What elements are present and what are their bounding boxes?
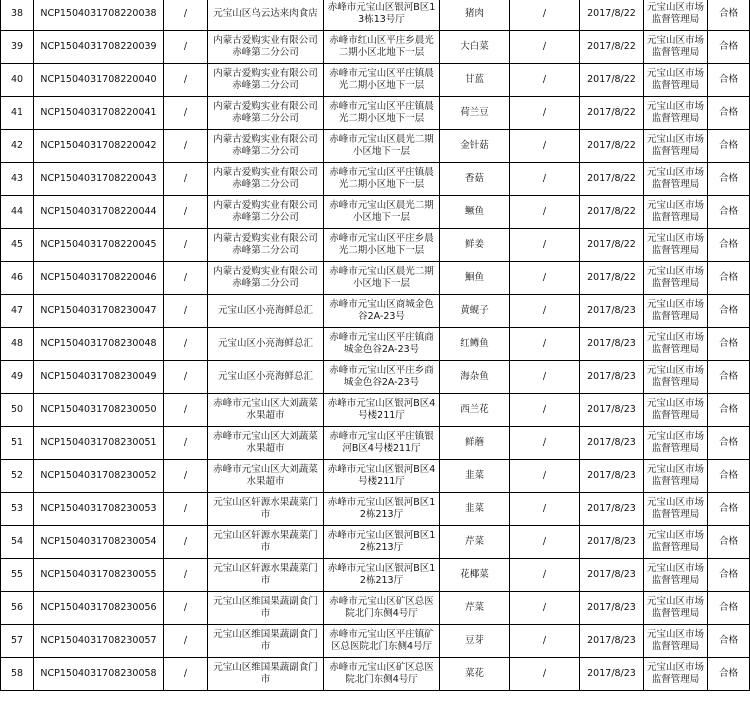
- manufacturer-name-cell: /: [164, 658, 208, 691]
- product-name-cell: 甘蓝: [440, 64, 510, 97]
- sample-code-cell: NCP1504031708230047: [34, 295, 164, 328]
- sample-code-cell: NCP1504031708230057: [34, 625, 164, 658]
- product-name-cell: 香菇: [440, 163, 510, 196]
- row-number-cell: 44: [1, 196, 34, 229]
- manufacturer-name-cell: /: [164, 229, 208, 262]
- inspection-result-cell: 合格: [708, 394, 750, 427]
- seller-name-cell: 元宝山区轩源水果蔬菜门市: [208, 559, 324, 592]
- row-number-cell: 57: [1, 625, 34, 658]
- product-name-cell: 韭菜: [440, 493, 510, 526]
- sample-code-cell: NCP1504031708220039: [34, 31, 164, 64]
- specification-cell: /: [510, 394, 580, 427]
- specification-cell: /: [510, 196, 580, 229]
- manufacturer-name-cell: /: [164, 328, 208, 361]
- supervising-agency-cell: 元宝山区市场监督管理局: [644, 130, 708, 163]
- inspection-result-cell: 合格: [708, 625, 750, 658]
- seller-address-cell: 赤峰市元宝山区银河B区13栋13号厅: [324, 0, 440, 31]
- manufacturer-name-cell: /: [164, 0, 208, 31]
- supervising-agency-cell: 元宝山区市场监督管理局: [644, 394, 708, 427]
- table-row: [1, 64, 750, 97]
- supervising-agency-cell: 元宝山区市场监督管理局: [644, 0, 708, 31]
- inspection-result-cell: 合格: [708, 229, 750, 262]
- seller-address-cell: 赤峰市元宝山区银河B区12栋213厅: [324, 526, 440, 559]
- sampling-date-cell: 2017/8/23: [580, 658, 644, 691]
- seller-name-cell: 元宝山区小亮海鲜总汇: [208, 361, 324, 394]
- product-name-cell: 豆芽: [440, 625, 510, 658]
- sample-code-cell: NCP1504031708220046: [34, 262, 164, 295]
- seller-address-cell: 赤峰市元宝山区平庄镇商城金色谷2A-23号: [324, 328, 440, 361]
- table-row: [1, 493, 750, 526]
- sampling-date-cell: 2017/8/23: [580, 559, 644, 592]
- manufacturer-name-cell: /: [164, 64, 208, 97]
- inspection-result-cell: 合格: [708, 361, 750, 394]
- sampling-date-cell: 2017/8/23: [580, 295, 644, 328]
- table-row: [1, 31, 750, 64]
- supervising-agency-cell: 元宝山区市场监督管理局: [644, 460, 708, 493]
- product-name-cell: 韭菜: [440, 460, 510, 493]
- supervising-agency-cell: 元宝山区市场监督管理局: [644, 427, 708, 460]
- sample-code-cell: NCP1504031708230053: [34, 493, 164, 526]
- sampling-date-cell: 2017/8/23: [580, 394, 644, 427]
- inspection-result-cell: 合格: [708, 31, 750, 64]
- sample-code-cell: NCP1504031708230055: [34, 559, 164, 592]
- supervising-agency-cell: 元宝山区市场监督管理局: [644, 559, 708, 592]
- inspection-result-cell: 合格: [708, 658, 750, 691]
- inspection-result-cell: 合格: [708, 559, 750, 592]
- table-row: [1, 361, 750, 394]
- sampling-date-cell: 2017/8/22: [580, 196, 644, 229]
- supervising-agency-cell: 元宝山区市场监督管理局: [644, 31, 708, 64]
- manufacturer-name-cell: /: [164, 427, 208, 460]
- sampling-date-cell: 2017/8/23: [580, 460, 644, 493]
- supervising-agency-cell: 元宝山区市场监督管理局: [644, 361, 708, 394]
- seller-name-cell: 元宝山区维国果蔬副食门市: [208, 625, 324, 658]
- manufacturer-name-cell: /: [164, 625, 208, 658]
- inspection-result-cell: 合格: [708, 262, 750, 295]
- sampling-date-cell: 2017/8/23: [580, 625, 644, 658]
- seller-name-cell: 赤峰市元宝山区大刘蔬菜水果超市: [208, 427, 324, 460]
- seller-address-cell: 赤峰市元宝山区银河B区4号楼211厅: [324, 394, 440, 427]
- row-number-cell: 52: [1, 460, 34, 493]
- seller-address-cell: 赤峰市元宝山区平庄镇晨光二期小区地下一层: [324, 97, 440, 130]
- seller-address-cell: 赤峰市元宝山区银河B区12栋213厅: [324, 559, 440, 592]
- supervising-agency-cell: 元宝山区市场监督管理局: [644, 64, 708, 97]
- sample-code-cell: NCP1504031708220044: [34, 196, 164, 229]
- inspection-result-cell: 合格: [708, 526, 750, 559]
- table-row: [1, 559, 750, 592]
- row-number-cell: 42: [1, 130, 34, 163]
- seller-name-cell: 内蒙古爱购实业有限公司赤峰第二分公司: [208, 130, 324, 163]
- seller-address-cell: 赤峰市元宝山区晨光二期小区地下一层: [324, 262, 440, 295]
- specification-cell: /: [510, 97, 580, 130]
- sample-code-cell: NCP1504031708220040: [34, 64, 164, 97]
- supervising-agency-cell: 元宝山区市场监督管理局: [644, 526, 708, 559]
- manufacturer-name-cell: /: [164, 130, 208, 163]
- seller-name-cell: 内蒙古爱购实业有限公司赤峰第二分公司: [208, 262, 324, 295]
- row-number-cell: 45: [1, 229, 34, 262]
- sample-code-cell: NCP1504031708220041: [34, 97, 164, 130]
- sample-code-cell: NCP1504031708220043: [34, 163, 164, 196]
- row-number-cell: 54: [1, 526, 34, 559]
- product-name-cell: 鳜鱼: [440, 196, 510, 229]
- product-name-cell: 鲜姜: [440, 229, 510, 262]
- specification-cell: /: [510, 31, 580, 64]
- seller-name-cell: 元宝山区轩源水果蔬菜门市: [208, 493, 324, 526]
- row-number-cell: 56: [1, 592, 34, 625]
- sampling-date-cell: 2017/8/23: [580, 526, 644, 559]
- sample-code-cell: NCP1504031708230049: [34, 361, 164, 394]
- row-number-cell: 53: [1, 493, 34, 526]
- seller-address-cell: 赤峰市元宝山区平庄镇矿区总医院北门东侧4号厅: [324, 625, 440, 658]
- row-number-cell: 50: [1, 394, 34, 427]
- product-name-cell: 花椰菜: [440, 559, 510, 592]
- inspection-result-cell: 合格: [708, 295, 750, 328]
- inspection-result-cell: 合格: [708, 328, 750, 361]
- seller-name-cell: 内蒙古爱购实业有限公司赤峰第二分公司: [208, 229, 324, 262]
- inspection-result-cell: 合格: [708, 97, 750, 130]
- seller-address-cell: 赤峰市元宝山区晨光二期小区地下一层: [324, 196, 440, 229]
- supervising-agency-cell: 元宝山区市场监督管理局: [644, 229, 708, 262]
- specification-cell: /: [510, 592, 580, 625]
- row-number-cell: 43: [1, 163, 34, 196]
- product-name-cell: 芹菜: [440, 526, 510, 559]
- sampling-date-cell: 2017/8/23: [580, 493, 644, 526]
- specification-cell: /: [510, 163, 580, 196]
- inspection-result-cell: 合格: [708, 0, 750, 31]
- product-name-cell: 芹菜: [440, 592, 510, 625]
- table-row: [1, 0, 750, 31]
- seller-name-cell: 内蒙古爱购实业有限公司赤峰第二分公司: [208, 163, 324, 196]
- specification-cell: /: [510, 625, 580, 658]
- seller-address-cell: 赤峰市元宝山区平庄镇银河B区4号楼211厅: [324, 427, 440, 460]
- seller-address-cell: 赤峰市元宝山区矿区总医院北门东侧4号厅: [324, 592, 440, 625]
- row-number-cell: 51: [1, 427, 34, 460]
- seller-address-cell: 赤峰市红山区平庄乡晨光二期小区北地下一层: [324, 31, 440, 64]
- seller-address-cell: 赤峰市元宝山区平庄乡商城金色谷2A-23号: [324, 361, 440, 394]
- sample-code-cell: NCP1504031708230052: [34, 460, 164, 493]
- sampling-date-cell: 2017/8/22: [580, 31, 644, 64]
- sample-code-cell: NCP1504031708220038: [34, 0, 164, 31]
- supervising-agency-cell: 元宝山区市场监督管理局: [644, 262, 708, 295]
- product-name-cell: 西兰花: [440, 394, 510, 427]
- seller-name-cell: 元宝山区轩源水果蔬菜门市: [208, 526, 324, 559]
- seller-address-cell: 赤峰市元宝山区晨光二期小区地下一层: [324, 130, 440, 163]
- inspection-result-cell: 合格: [708, 130, 750, 163]
- manufacturer-name-cell: /: [164, 262, 208, 295]
- row-number-cell: 47: [1, 295, 34, 328]
- row-number-cell: 46: [1, 262, 34, 295]
- table-row: [1, 658, 750, 691]
- seller-name-cell: 元宝山区小亮海鲜总汇: [208, 328, 324, 361]
- product-name-cell: 大白菜: [440, 31, 510, 64]
- sample-code-cell: NCP1504031708220045: [34, 229, 164, 262]
- product-name-cell: 鮰鱼: [440, 262, 510, 295]
- supervising-agency-cell: 元宝山区市场监督管理局: [644, 328, 708, 361]
- specification-cell: /: [510, 658, 580, 691]
- specification-cell: /: [510, 493, 580, 526]
- table-row: [1, 130, 750, 163]
- seller-name-cell: 元宝山区维国果蔬副食门市: [208, 658, 324, 691]
- seller-name-cell: 内蒙古爱购实业有限公司赤峰第二分公司: [208, 97, 324, 130]
- seller-name-cell: 内蒙古爱购实业有限公司赤峰第二分公司: [208, 31, 324, 64]
- table-row: [1, 229, 750, 262]
- seller-address-cell: 赤峰市元宝山区商城金色谷2A-23号: [324, 295, 440, 328]
- specification-cell: /: [510, 0, 580, 31]
- manufacturer-name-cell: /: [164, 295, 208, 328]
- row-number-cell: 55: [1, 559, 34, 592]
- sampling-date-cell: 2017/8/23: [580, 427, 644, 460]
- product-name-cell: 猪肉: [440, 0, 510, 31]
- seller-name-cell: 元宝山区乌云达来肉食店: [208, 0, 324, 31]
- sampling-date-cell: 2017/8/22: [580, 262, 644, 295]
- seller-name-cell: 赤峰市元宝山区大刘蔬菜水果超市: [208, 394, 324, 427]
- table-row: [1, 262, 750, 295]
- row-number-cell: 41: [1, 97, 34, 130]
- product-name-cell: 金针菇: [440, 130, 510, 163]
- seller-name-cell: 元宝山区维国果蔬副食门市: [208, 592, 324, 625]
- sample-code-cell: NCP1504031708220042: [34, 130, 164, 163]
- sampling-date-cell: 2017/8/22: [580, 97, 644, 130]
- sample-code-cell: NCP1504031708230051: [34, 427, 164, 460]
- row-number-cell: 40: [1, 64, 34, 97]
- product-name-cell: 海杂鱼: [440, 361, 510, 394]
- manufacturer-name-cell: /: [164, 361, 208, 394]
- supervising-agency-cell: 元宝山区市场监督管理局: [644, 97, 708, 130]
- supervising-agency-cell: 元宝山区市场监督管理局: [644, 295, 708, 328]
- row-number-cell: 48: [1, 328, 34, 361]
- manufacturer-name-cell: /: [164, 97, 208, 130]
- specification-cell: /: [510, 295, 580, 328]
- inspection-result-cell: 合格: [708, 427, 750, 460]
- product-name-cell: 菜花: [440, 658, 510, 691]
- seller-name-cell: 赤峰市元宝山区大刘蔬菜水果超市: [208, 460, 324, 493]
- seller-address-cell: 赤峰市元宝山区银河B区12栋213厅: [324, 493, 440, 526]
- specification-cell: /: [510, 130, 580, 163]
- manufacturer-name-cell: /: [164, 31, 208, 64]
- specification-cell: /: [510, 526, 580, 559]
- supervising-agency-cell: 元宝山区市场监督管理局: [644, 493, 708, 526]
- product-name-cell: 鲜蘑: [440, 427, 510, 460]
- supervising-agency-cell: 元宝山区市场监督管理局: [644, 163, 708, 196]
- specification-cell: /: [510, 559, 580, 592]
- row-number-cell: 58: [1, 658, 34, 691]
- table-row: [1, 97, 750, 130]
- table-body: [1, 0, 750, 691]
- seller-name-cell: 内蒙古爱购实业有限公司赤峰第二分公司: [208, 196, 324, 229]
- sample-code-cell: NCP1504031708230054: [34, 526, 164, 559]
- sample-code-cell: NCP1504031708230048: [34, 328, 164, 361]
- supervising-agency-cell: 元宝山区市场监督管理局: [644, 592, 708, 625]
- inspection-result-cell: 合格: [708, 163, 750, 196]
- inspection-result-cell: 合格: [708, 460, 750, 493]
- seller-address-cell: 赤峰市元宝山区平庄镇晨光二期小区地下一层: [324, 64, 440, 97]
- seller-name-cell: 内蒙古爱购实业有限公司赤峰第二分公司: [208, 64, 324, 97]
- manufacturer-name-cell: /: [164, 559, 208, 592]
- seller-address-cell: 赤峰市元宝山区平庄乡晨光二期小区地下一层: [324, 229, 440, 262]
- manufacturer-name-cell: /: [164, 493, 208, 526]
- manufacturer-name-cell: /: [164, 394, 208, 427]
- inspection-result-cell: 合格: [708, 196, 750, 229]
- supervising-agency-cell: 元宝山区市场监督管理局: [644, 625, 708, 658]
- specification-cell: /: [510, 229, 580, 262]
- sample-code-cell: NCP1504031708230058: [34, 658, 164, 691]
- table-row: [1, 328, 750, 361]
- inspection-result-cell: 合格: [708, 493, 750, 526]
- manufacturer-name-cell: /: [164, 163, 208, 196]
- table-row: [1, 592, 750, 625]
- row-number-cell: 38: [1, 0, 34, 31]
- row-number-cell: 49: [1, 361, 34, 394]
- seller-address-cell: 赤峰市元宝山区矿区总医院北门东侧4号厅: [324, 658, 440, 691]
- specification-cell: /: [510, 427, 580, 460]
- manufacturer-name-cell: /: [164, 460, 208, 493]
- table-row: [1, 460, 750, 493]
- table-row: [1, 394, 750, 427]
- table-row: [1, 163, 750, 196]
- specification-cell: /: [510, 64, 580, 97]
- sampling-date-cell: 2017/8/22: [580, 163, 644, 196]
- supervising-agency-cell: 元宝山区市场监督管理局: [644, 658, 708, 691]
- sampling-date-cell: 2017/8/23: [580, 328, 644, 361]
- product-name-cell: 荷兰豆: [440, 97, 510, 130]
- sample-code-cell: NCP1504031708230050: [34, 394, 164, 427]
- row-number-cell: 39: [1, 31, 34, 64]
- specification-cell: /: [510, 361, 580, 394]
- inspection-result-cell: 合格: [708, 592, 750, 625]
- table-row: [1, 427, 750, 460]
- specification-cell: /: [510, 460, 580, 493]
- sampling-date-cell: 2017/8/22: [580, 130, 644, 163]
- inspection-result-cell: 合格: [708, 64, 750, 97]
- manufacturer-name-cell: /: [164, 592, 208, 625]
- sampling-date-cell: 2017/8/23: [580, 361, 644, 394]
- table-row: [1, 625, 750, 658]
- seller-address-cell: 赤峰市元宝山区银河B区4号楼211厅: [324, 460, 440, 493]
- table-row: [1, 526, 750, 559]
- sampling-date-cell: 2017/8/23: [580, 592, 644, 625]
- sampling-date-cell: 2017/8/22: [580, 0, 644, 31]
- product-name-cell: 红鳟鱼: [440, 328, 510, 361]
- seller-name-cell: 元宝山区小亮海鲜总汇: [208, 295, 324, 328]
- manufacturer-name-cell: /: [164, 196, 208, 229]
- sampling-date-cell: 2017/8/22: [580, 64, 644, 97]
- sample-code-cell: NCP1504031708230056: [34, 592, 164, 625]
- product-name-cell: 黄蚬子: [440, 295, 510, 328]
- sampling-date-cell: 2017/8/22: [580, 229, 644, 262]
- table-row: [1, 295, 750, 328]
- specification-cell: /: [510, 262, 580, 295]
- supervising-agency-cell: 元宝山区市场监督管理局: [644, 196, 708, 229]
- table-row: [1, 196, 750, 229]
- manufacturer-name-cell: /: [164, 526, 208, 559]
- seller-address-cell: 赤峰市元宝山区平庄镇晨光二期小区地下一层: [324, 163, 440, 196]
- specification-cell: /: [510, 328, 580, 361]
